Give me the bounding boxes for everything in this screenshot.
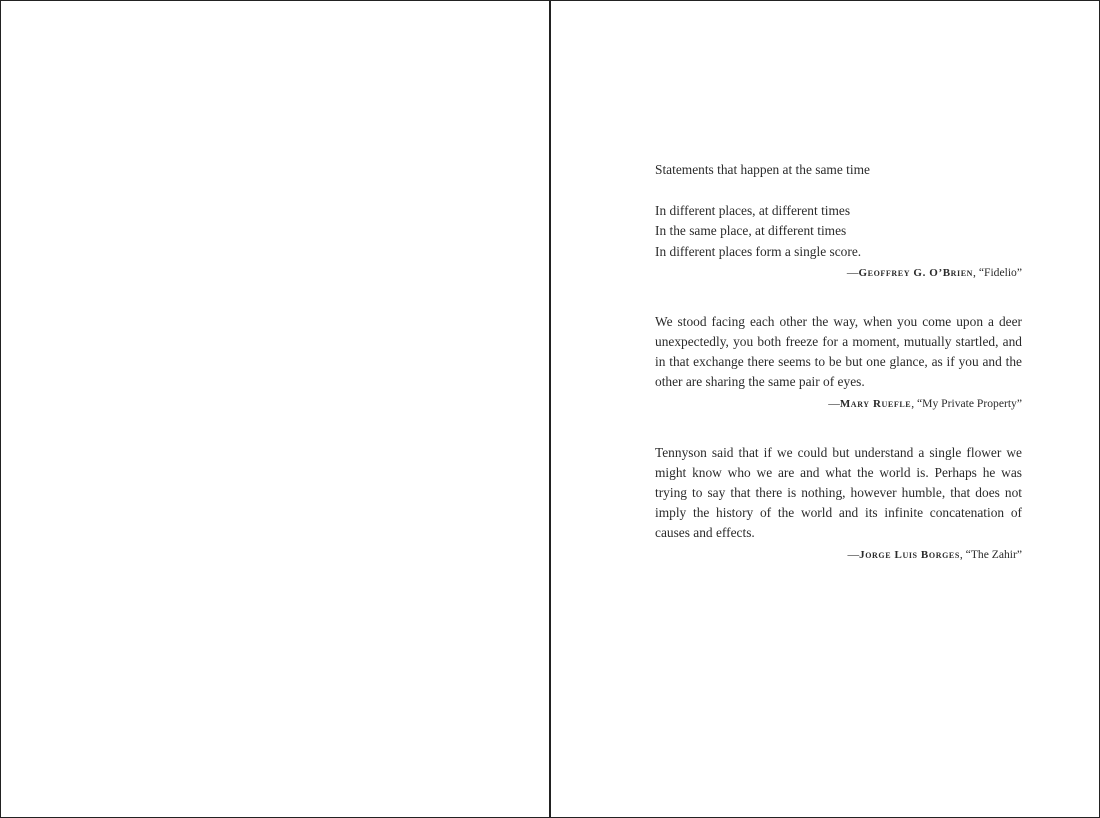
epigraph-text: We stood facing each other the way, when you come upon a deer unexpectedly, you both freeze for a moment, mutually startled, and in that exchange there seems to be but one glance, as if you and the other are sharing the same pair of eyes. [655, 313, 1022, 390]
work-title: “The Zahir” [965, 547, 1022, 561]
epigraph-borges [655, 443, 1022, 565]
author-name: Mary Ruefle [839, 397, 912, 410]
attribution-dash: — [828, 396, 840, 410]
attribution-dash: — [846, 265, 859, 279]
epigraph-ruefle [655, 312, 1022, 414]
epigraph-text: Tennyson said that if we could but understand a single flower we might know who we are and what the world is. Perhaps he was trying to say that there is nothing, however humble, that does not imply the history of the world and its infinite concatenation of causes and effects. [655, 444, 1022, 541]
attribution-dash: — [847, 547, 860, 561]
poem-line: In different places form a single score. [655, 243, 862, 259]
author-name: Geoffrey G. O’Brien [858, 266, 974, 279]
epigraph-attribution: —Geoffrey G. O’Brien, “Fidelio” [846, 265, 1022, 279]
work-title: “Fidelio” [978, 265, 1022, 279]
epigraph-attribution: —Mary Ruefle, “My Private Property” [828, 396, 1022, 410]
stanza-break [655, 180, 1022, 201]
epigraph-obrien [655, 160, 1022, 283]
poem-line: Statements that happen at the same time [655, 162, 870, 177]
right-page [549, 0, 1100, 818]
poem-line: In different places, at different times [655, 203, 851, 219]
author-name: Jorge Luis Borges [859, 548, 960, 561]
work-title: “My Private Property” [917, 396, 1022, 410]
epigraph-list [655, 160, 1022, 565]
poem-line: In the same place, at different times [655, 223, 847, 239]
epigraph-attribution: —Jorge Luis Borges, “The Zahir” [847, 547, 1022, 561]
